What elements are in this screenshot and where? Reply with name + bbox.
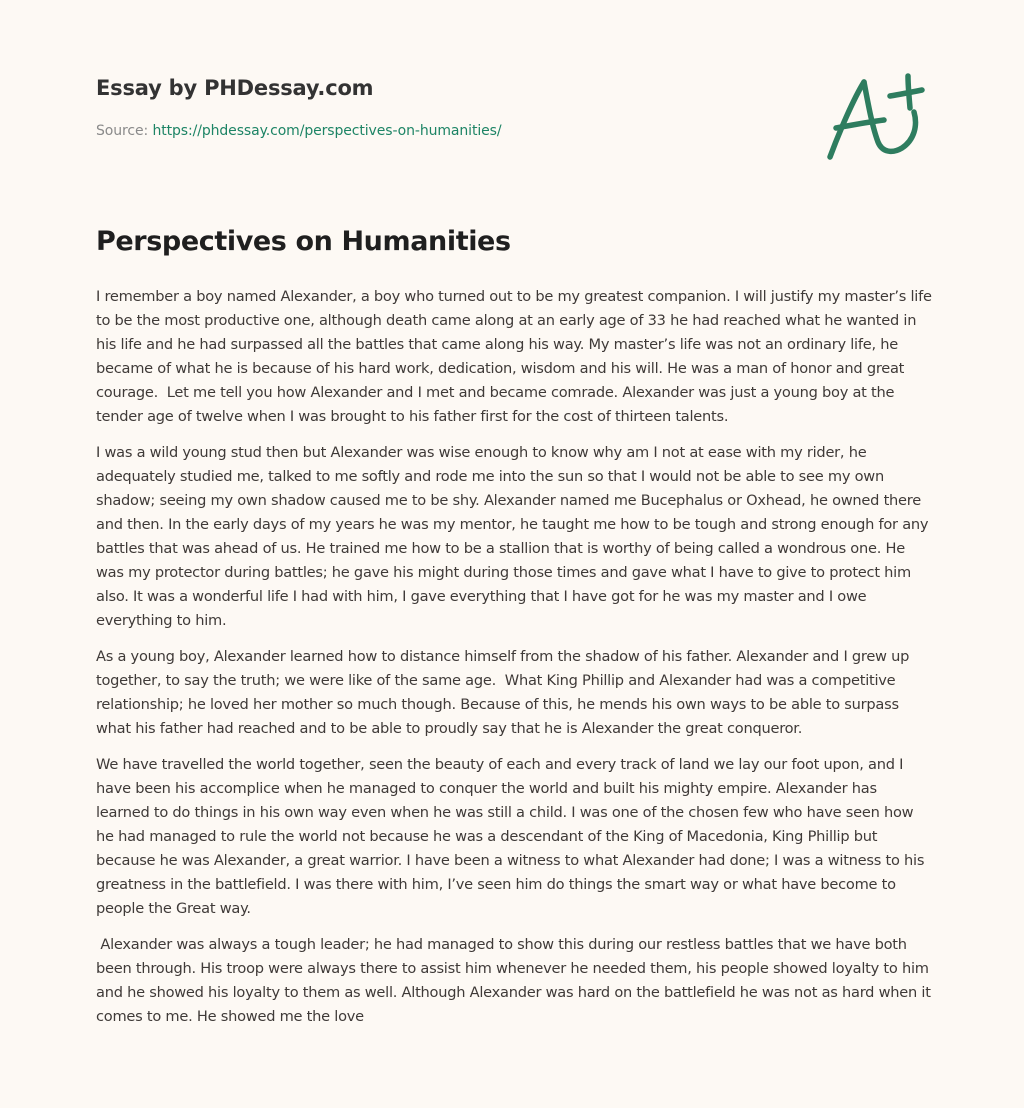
essay-paragraph: As a young boy, Alexander learned how to distance himself from the shadow of his father. Alexander and I grew up together, to say the truth; we were like of the same age. What King Phillip and Alexander had was a competitive relationship; he loved her mother so much though. Because of this, he mends his own ways to be able to surpass what his father had reached and to be able to proudly say that he is Alexander the great conqueror. (96, 648, 914, 737)
document-title: Perspectives on Humanities (96, 226, 511, 257)
source-line (96, 123, 928, 139)
source-link[interactable]: https://phdessay.com/perspectives-on-humanities/ (152, 123, 502, 139)
essay-paragraph: Alexander was always a tough leader; he had managed to show this during our restless battles that we have both been through. His troop were always there to assist him whenever he needed them, his people showed loyalty to him and he showed his loyalty to them as well. Although Alexander was hard on the battlefield he was not as hard when it comes to me. He showed me the love (96, 936, 936, 1025)
brand-title: Essay by PHDessay.com (96, 76, 374, 100)
a-plus-grade-icon (822, 68, 928, 166)
essay-paragraph: I was a wild young stud then but Alexander was wise enough to know why am I not at ease with my rider, he adequately studied me, talked to me softly and rode me into the sun so that I would not be able to see my own shadow; seeing my own shadow caused me to be shy. Alexander named me Bucephalus or Oxhead, he owned there and then. In the early days of my years he was my mentor, he taught me how to be tough and strong enough for any battles that was ahead of us. He trained me how to be a stallion that is worthy of being called a wondrous one. He was my protector during battles; he gave his might during those times and gave what I have to give to protect him also. It was a wonderful life I had with him, I gave everything that I have got for he was my master and I owe everything to him. (96, 444, 933, 629)
source-label: Source: (96, 123, 153, 139)
essay-paragraph: We have travelled the world together, seen the beauty of each and every track of land we lay our foot upon, and I have been his accomplice when he managed to conquer the world and built his mighty empire. Alexander has learned to do things in his own way even when he was still a child. I was one of the chosen few who have seen how he had managed to rule the world not because he was a descendant of the King of Macedonia, King Phillip but because he was Alexander, a great warrior. I have been a witness to what Alexander had done; I was a witness to his greatness in the battlefield. I was there with him, I’ve seen him do things the smart way or what have become to people the Great way. (96, 756, 929, 917)
page-header (96, 76, 928, 139)
essay-paragraph: I remember a boy named Alexander, a boy who turned out to be my greatest companion. I will justify my master’s life to be the most productive one, although death came along at an early age of 33 he had reached what he wanted in his life and he had surpassed all the battles that came along his way. My master’s life was not an ordinary life, he became of what he is because of his hard work, dedication, wisdom and his will. He was a man of honor and great courage. Let me tell you how Alexander and I met and became comrade. Alexander was just a young boy at the tender age of twelve when I was brought to his father first for the cost of thirteen talents. (96, 288, 937, 425)
essay-body (96, 285, 937, 1041)
